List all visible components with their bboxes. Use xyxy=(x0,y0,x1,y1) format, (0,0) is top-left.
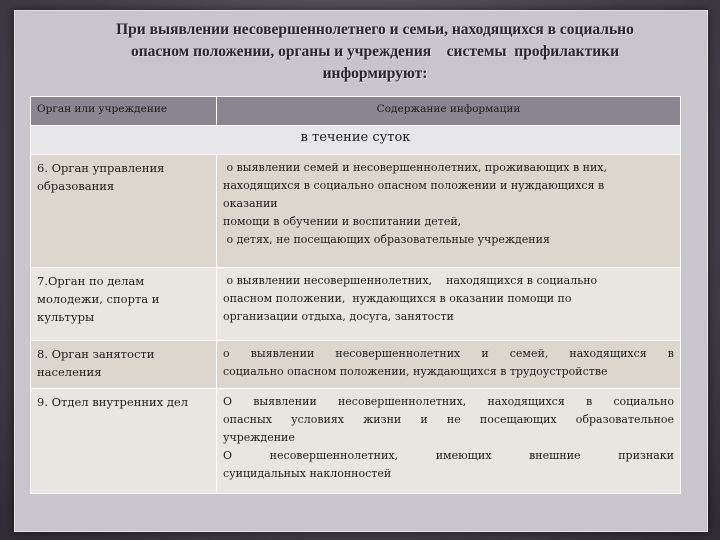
header-row xyxy=(31,97,681,126)
info-line: опасных условиях жизни и не посещающих образовательное xyxy=(223,413,674,426)
table-row xyxy=(31,341,681,389)
header-content: Содержание информации xyxy=(217,97,681,126)
info-line: о выявлении семей и несовершеннолетних, проживающих в них, xyxy=(223,161,607,174)
info-line: о выявлении несовершеннолетних и семей, находящихся в xyxy=(223,347,674,360)
info-line: О несовершеннолетних, имеющих внешние признаки xyxy=(223,449,674,462)
organ-cell: 7.Орган по делам молодежи, спорта и культуры xyxy=(31,268,217,341)
organ-cell: 9. Отдел внутренних дел xyxy=(31,389,217,494)
info-cell xyxy=(217,341,681,389)
organ-cell: 8. Орган занятости населения xyxy=(31,341,217,389)
subheader-period: в течение суток xyxy=(31,126,681,155)
info-cell xyxy=(217,389,681,494)
info-line: организации отдыха, досуга, занятости xyxy=(223,310,454,323)
info-line: помощи в обучении и воспитании детей, xyxy=(223,215,462,228)
header-organ: Орган или учреждение xyxy=(31,97,217,126)
title-line: опасном положении, органы и учреждения системы профилактики xyxy=(130,43,620,60)
information-table xyxy=(30,96,681,494)
title-line: При выявлении несовершеннолетнего и семьи, находящихся в социально xyxy=(116,21,634,38)
info-line: о выявлении несовершеннолетних, находящихся в социально xyxy=(223,274,598,287)
info-line: суицидальных наклонностей xyxy=(223,467,392,480)
info-line: о детях, не посещающих образовательные учреждения xyxy=(223,233,550,246)
slide-title xyxy=(75,19,675,85)
table-row xyxy=(31,155,681,268)
info-line: оказании xyxy=(223,197,278,210)
subheader-row xyxy=(31,126,681,155)
info-cell xyxy=(217,268,681,341)
info-line: опасном положении, нуждающихся в оказании помощи по xyxy=(223,292,572,305)
table-row xyxy=(31,389,681,494)
info-line: находящихся в социально опасном положении и нуждающихся в xyxy=(223,179,605,192)
organ-cell: 6. Орган управления образования xyxy=(31,155,217,268)
info-line: социально опасном положении, нуждающихся в трудоустройстве xyxy=(223,365,608,378)
info-line: учреждение xyxy=(223,431,295,444)
info-line: О выявлении несовершеннолетних, находящихся в социально xyxy=(223,395,674,408)
info-cell xyxy=(217,155,681,268)
table-row xyxy=(31,268,681,341)
title-line: информируют: xyxy=(322,65,428,82)
